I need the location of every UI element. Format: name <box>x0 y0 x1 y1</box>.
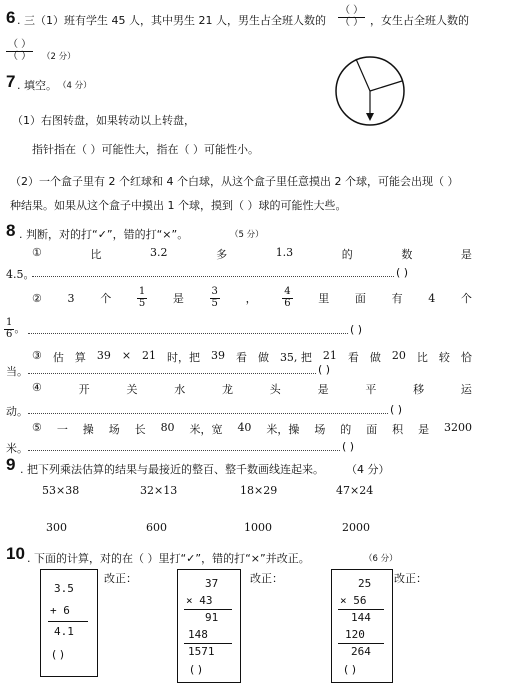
q8-number: 8 <box>6 221 16 240</box>
q6-frac-top: （ ） <box>340 5 364 16</box>
q8-item2-tail: $\frac{1}{6}$ 。 <box>6 317 26 340</box>
calc3-a: 25 <box>358 577 372 590</box>
q9-target[interactable]: 2000 <box>342 521 370 534</box>
q8-item2-dots <box>28 333 348 334</box>
q8-item3-dots <box>28 373 316 374</box>
q8-item2-word: 个 <box>460 292 472 305</box>
statement-word: 做 <box>369 351 381 364</box>
q8-item5-line <box>32 421 472 437</box>
statement-word: 水 <box>174 383 186 396</box>
q8-item1-word: 1.3 <box>275 246 294 259</box>
calc2-rule-2 <box>184 643 232 644</box>
statement-word: 是 <box>418 423 430 436</box>
q6-number: 6 <box>6 8 16 27</box>
q8-item2-answer[interactable]: ( ) <box>350 323 363 336</box>
q8-item5-tail: 米。 <box>6 442 28 455</box>
calc2-rule-1 <box>184 609 232 610</box>
statement-word: 移 <box>413 383 425 396</box>
calc2-answer[interactable]: ( ) <box>190 663 203 676</box>
calc2-result: 1571 <box>188 645 215 658</box>
calc2-partial-1: 91 <box>205 611 219 624</box>
q6-fraction-boys[interactable] <box>338 6 365 28</box>
q9-title: . 把下列乘法估算的结果与最接近的整百、整千数画线连起来。 <box>20 463 324 476</box>
statement-word: 龙 <box>222 383 233 396</box>
statement-word: 米，操 <box>266 423 300 436</box>
spinner-diagram <box>334 55 406 127</box>
q8-item2-word: 里 <box>318 292 330 305</box>
statement-word: 场 <box>108 423 120 436</box>
calc1-correct-label: 改正： <box>104 572 137 585</box>
q7-number: 7 <box>6 72 16 91</box>
statement-word: 恰 <box>460 351 472 364</box>
q9-number: 9 <box>6 455 16 474</box>
q8-item3-tail: 当。 <box>6 365 28 378</box>
q9-score: （4 分） <box>346 463 390 476</box>
calc1-answer[interactable]: ( ) <box>52 648 65 661</box>
q6-text-2: ，女生占全班人数的 <box>370 14 469 27</box>
q8-item1-marker: ① <box>32 246 42 259</box>
statement-word: 看 <box>347 351 359 364</box>
statement-word: 21 <box>142 349 157 362</box>
calc3-partial-2: 120 <box>345 628 365 641</box>
calc2-correct-label: 改正： <box>250 572 283 585</box>
q8-item2-word: 3 <box>67 291 75 305</box>
q10-title: . 下面的计算，对的在（ ）里打“✓”，错的打“×”并改正。 <box>27 552 310 565</box>
statement-word: × <box>121 349 132 362</box>
q8-item1-word: 的 <box>341 248 353 261</box>
statement-word: 40 <box>237 421 252 434</box>
q9-target[interactable]: 600 <box>146 521 167 534</box>
q8-item3-marker: ③ <box>32 349 42 362</box>
calc3-answer[interactable]: ( ) <box>344 663 357 676</box>
statement-word: 一 <box>56 423 68 436</box>
q7-line4: 种结果。如果从这个盒子中摸出 1 个球，摸到（ ）球的可能性大些。 <box>10 199 347 212</box>
calc3-result: 264 <box>351 645 371 658</box>
calc3-partial-1: 144 <box>351 611 371 624</box>
q9-target[interactable]: 1000 <box>244 521 272 534</box>
q8-title: . 判断，对的打“✓”，错的打“×”。 <box>19 228 189 241</box>
statement-word: 开 <box>78 383 90 396</box>
q7-line3: （2）一个盒子里有 2 个红球和 4 个白球，从这个盒子里任意摸出 2 个球，可能会出现（ ） <box>10 175 459 188</box>
statement-word: 3200 <box>444 421 472 434</box>
statement-word: 39 <box>210 349 225 362</box>
statement-word: 操 <box>82 423 94 436</box>
q6-frac-bot-2: （ ） <box>8 50 32 62</box>
statement-word: 面 <box>366 423 378 436</box>
calc1-rule <box>48 621 88 622</box>
statement-word: 平 <box>365 383 377 396</box>
q7-score: （4 分） <box>58 81 92 91</box>
statement-word: 看 <box>235 351 247 364</box>
spinner-divider-1 <box>356 59 370 91</box>
statement-word: 估 <box>52 351 64 364</box>
q8-item5-marker: ⑤ <box>32 421 42 434</box>
q8-item5-answer[interactable]: ( ) <box>342 440 355 453</box>
q8-item1-word: 3.2 <box>150 246 168 259</box>
statement-word: 算 <box>74 351 86 364</box>
statement-word: 21 <box>322 349 337 362</box>
q8-item4-tail: 动。 <box>6 405 28 418</box>
calc1-a: 3.5 <box>54 582 74 595</box>
q8-item1-tail: 4.5。 <box>6 268 35 281</box>
statement-word: 4 <box>284 286 291 297</box>
q8-item2-word: 是 <box>172 292 184 305</box>
q8-item2-word: 有 <box>391 292 403 305</box>
fraction-one-fifth <box>137 287 147 309</box>
calc2-partial-2: 148 <box>188 628 208 641</box>
statement-word: 关 <box>126 383 138 396</box>
q6-score: （2 分） <box>42 52 76 62</box>
statement-word: 5 <box>138 297 146 309</box>
q7-title: . 填空。 <box>17 79 57 92</box>
q8-item1-word: 是 <box>460 248 472 261</box>
statement-word: 比 <box>416 351 428 364</box>
calc2-a: 37 <box>205 577 219 590</box>
statement-word: 5 <box>211 297 218 309</box>
q8-item2-word: ， <box>245 292 257 305</box>
spinner-pointer-head <box>366 113 374 121</box>
q8-item3-line <box>32 349 472 365</box>
q6-frac-bot: （ ） <box>340 16 364 28</box>
fraction-four-sixths <box>282 287 292 309</box>
q7-line1: （1）右图转盘，如果转动以上转盘， <box>12 114 195 127</box>
statement-word: 场 <box>314 423 326 436</box>
q9-target[interactable]: 300 <box>46 521 67 534</box>
fraction-one-sixth: $\frac{1}{6}$ <box>6 317 13 340</box>
q8-item3-answer[interactable]: ( ) <box>318 363 331 376</box>
q9-expr[interactable]: 47×24 <box>336 484 374 497</box>
q10-number: 10 <box>6 544 25 563</box>
q8-item5-dots <box>28 450 340 451</box>
q8-item2-marker: ② <box>32 291 42 305</box>
statement-word: 是 <box>317 383 329 396</box>
q8-item4-answer[interactable]: ( ) <box>390 403 403 416</box>
calc2-b: × 43 <box>186 594 213 607</box>
spinner-divider-2 <box>370 81 402 91</box>
q8-item2-word: 面 <box>354 292 366 305</box>
q8-item1-word: 多 <box>216 248 228 261</box>
statement-word: 39 <box>96 349 111 362</box>
q8-item2-line <box>32 283 472 313</box>
q9-expr[interactable]: 32×13 <box>140 484 178 497</box>
q6-frac-top-2: （ ） <box>8 39 32 50</box>
statement-word: 米，宽 <box>189 423 223 436</box>
statement-word: 积 <box>392 423 404 436</box>
statement-word: 头 <box>269 383 281 396</box>
calc3-correct-label: 改正： <box>394 572 427 585</box>
q7-line2: 指针指在（ ）可能性大，指在（ ）可能性小。 <box>32 143 259 156</box>
statement-word: 长 <box>134 423 146 436</box>
statement-word: 35, 把 <box>279 351 312 364</box>
statement-word: 3 <box>211 286 218 297</box>
calc1-b: + 6 <box>50 604 70 617</box>
q8-item1-dots <box>32 276 394 277</box>
calc3-rule-1 <box>338 609 384 610</box>
statement-word: 80 <box>160 421 175 434</box>
q9-expr[interactable]: 53×38 <box>42 484 80 497</box>
q8-item2-word: 4 <box>428 291 436 305</box>
q8-item1-line <box>32 246 472 262</box>
calc3-b: × 56 <box>340 594 367 607</box>
q6-text-1: . 三（1）班有学生 45 人，其中男生 21 人，男生占全班人数的 <box>17 14 326 27</box>
q6-fraction-girls[interactable] <box>6 40 33 62</box>
q8-item1-answer[interactable]: ( ) <box>396 266 409 279</box>
statement-word: 20 <box>391 349 406 362</box>
q8-score: （5 分） <box>230 230 264 240</box>
fraction-three-fifths <box>210 287 220 309</box>
q8-item4-line <box>32 381 472 397</box>
q10-score: （6 分） <box>364 554 398 564</box>
q8-item4-dots <box>28 413 388 414</box>
statement-word: 的 <box>340 423 352 436</box>
statement-word: 做 <box>257 351 269 364</box>
statement-word: 运 <box>460 383 472 396</box>
statement-word: 6 <box>284 297 291 309</box>
q8-item4-marker: ④ <box>32 381 42 394</box>
calc3-rule-2 <box>338 643 384 644</box>
statement-word: 1 <box>138 286 146 297</box>
calc1-result: 4.1 <box>54 625 74 638</box>
statement-word: 较 <box>438 351 450 364</box>
q8-item1-word: 数 <box>401 248 413 261</box>
statement-word: 时，把 <box>167 351 200 364</box>
q8-item2-word: 个 <box>100 292 112 305</box>
q9-expr[interactable]: 18×29 <box>240 484 278 497</box>
q8-item1-word: 比 <box>90 248 102 261</box>
